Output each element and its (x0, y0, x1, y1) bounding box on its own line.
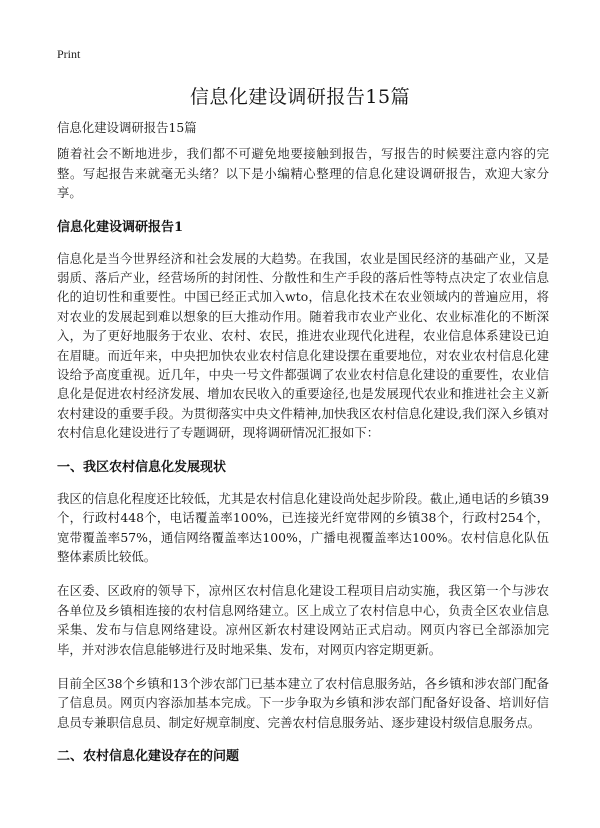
document-subtitle: 信息化建设调研报告15篇 (57, 120, 197, 135)
print-link[interactable]: Print (57, 47, 81, 61)
section1-paragraph-2: 在区委、区政府的领导下，凉州区农村信息化建设工程项目启动实施，我区第一个与涉农各单位及乡镇相连接的农村信息网络建立。区上成立了农村信息中心，负责全区农业信息采集、发布与信息网络建设。凉州区新农村建设网站正式启动。网页内容已全部添加完毕，并对涉农信息能够进行及时地采集、发布，对网页内容定期更新。 (57, 583, 549, 657)
report1-paragraph: 信息化是当今世界经济和社会发展的大趋势。在我国，农业是国民经济的基础产业，又是弱质、落后产业，经营场所的封闭性、分散性和生产手段的落后性等特点决定了农业信息化的迫切性和重要性。中国已经正式加入wto，信息化技术在农业领域内的普遍应用，将对农业的发展起到难以想象的巨大推动作用。随着我市农业产业化、农业标准化的不断深入，为了更好地服务于农业、农村、农民，推进农业现代化进程，农业信息体系建设已迫在眉睫。而近年来，中央把加快农业农村信息化建设摆在重要地位，对农业农村信息化建设给予高度重视。近几年，中央一号文件都强调了农业农村信息化建设的重要性，农业信息化是促进农村经济发展、增加农民收入的重要途径,也是发展现代农业和推进社会主义新农村建设的重要手段。为贯彻落实中央文件精神,加快我区农村信息化建设,我们深入乡镇对农村信息化建设进行了专题调研，现将调研情况汇报如下： (57, 250, 549, 441)
section1-heading: 一、我区农村信息化发展现状 (57, 459, 227, 475)
section2-heading: 二、农村信息化建设存在的问题 (57, 749, 240, 765)
section1-paragraph-3: 目前全区38个乡镇和13个涉农部门已基本建立了农村信息服务站，各乡镇和涉农部门配备了信息员。网页内容添加基本完成。下一步争取为乡镇和涉农部门配备好设备、培训好信息员专兼职信息员、制定好规章制度、完善农村信息服务站、逐步建设村级信息服务点。 (57, 675, 549, 730)
report1-heading: 信息化建设调研报告1 (57, 219, 184, 235)
intro-paragraph: 随着社会不断地进步，我们都不可避免地要接触到报告，写报告的时候要注意内容的完整。写起报告来就毫无头绪？以下是小编精心整理的信息化建设调研报告，欢迎大家分享。 (57, 146, 549, 201)
section1-paragraph-1: 我区的信息化程度还比较低，尤其是农村信息化建设尚处起步阶段。截止,通电话的乡镇39个，行政村448个，电话覆盖率100%，已连接光纤宽带网的乡镇38个，行政村254个，宽带覆盖率57%，通信网络覆盖率达100%，广播电视覆盖率达100%。农村信息化队伍整体素质比较低。 (57, 490, 549, 564)
page-title: 信息化建设调研报告15篇 (189, 86, 411, 108)
document-body (57, 118, 549, 778)
